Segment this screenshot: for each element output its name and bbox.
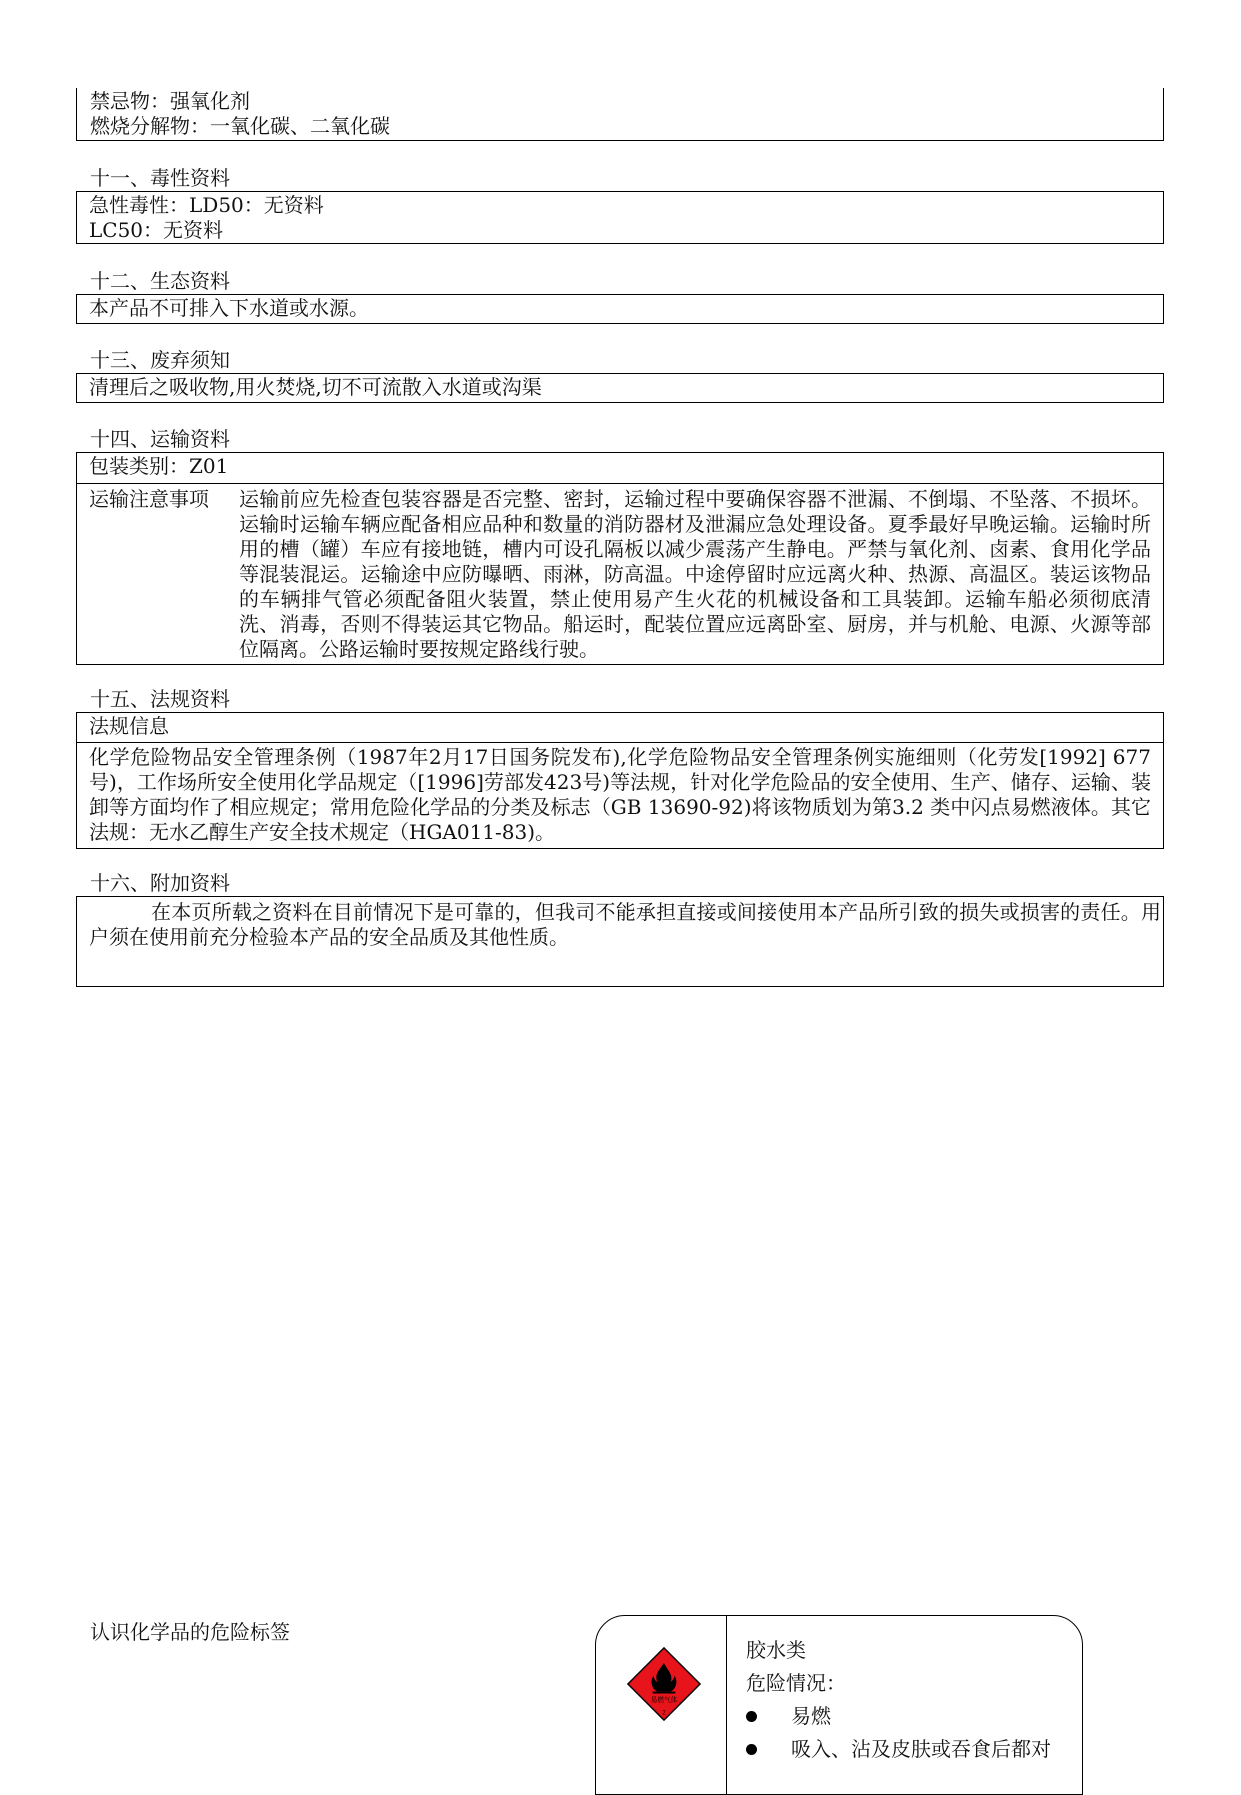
section16-title: 十六、附加资料 <box>90 871 230 895</box>
section14-title: 十四、运输资料 <box>90 427 230 451</box>
hazard-bullet <box>746 1733 1076 1766</box>
transport-notice-text: 运输前应先检查包装容器是否完整、密封，运输过程中要确保容器不泄漏、不倒塌、不坠落、不损坏。运输时运输车辆应配备相应品种和数量的消防器材及泄漏应急处理设备。夏季最好早晚运输。运输时所用的槽（罐）车应有接地链，槽内可设孔隔板以减少震荡产生静电。严禁与氧化剂、卤素、食用化学品等混装混运。运输途中应防曝晒、雨淋，防高温。中途停留时应远离火种、热源、高温区。装运该物品的车辆排气管必须配备阻火装置，禁止使用易产生火花的机械设备和工具装卸。运输车船必须彻底清洗、消毒，否则不得装运其它物品。船运时，配装位置应远离卧室、厨房，并与机舱、电源、火源等部位隔离。公路运输时要按规定路线行驶。 <box>239 487 1151 661</box>
svg-text:易燃气体: 易燃气体 <box>650 1696 678 1705</box>
acute-toxicity-lc50: LC50：无资料 <box>89 218 224 242</box>
product-category: 胶水类 <box>746 1638 806 1662</box>
bullet-icon <box>746 1744 757 1755</box>
hazard-label-card <box>595 1615 1083 1795</box>
hazard-heading: 危险情况： <box>746 1671 846 1695</box>
incompatibles-line: 禁忌物：强氧化剂 <box>90 89 250 113</box>
package-category-cell <box>77 453 1163 484</box>
hazard-bullet <box>746 1700 1076 1733</box>
section13-title: 十三、废弃须知 <box>90 348 230 372</box>
flammable-diamond-icon <box>626 1646 702 1722</box>
hazard-label-caption: 认识化学品的危险标签 <box>90 1620 290 1644</box>
svg-text:2: 2 <box>662 1710 666 1717</box>
disposal-text: 清理后之吸收物,用火焚烧,切不可流散入水道或沟渠 <box>89 375 542 399</box>
transport-notice-row <box>77 484 1163 664</box>
section11-title: 十一、毒性资料 <box>90 166 230 190</box>
transport-notice-label: 运输注意事项 <box>89 487 209 511</box>
section15-box <box>76 712 1164 849</box>
acute-toxicity-ld50: 急性毒性：LD50：无资料 <box>89 193 324 217</box>
section13-box <box>76 373 1164 403</box>
document-body <box>76 88 1164 987</box>
regulation-text: 化学危险物品安全管理条例（1987年2月17日国务院发布),化学危险物品安全管理条例实施细则（化劳发[1992] 677号)，工作场所安全使用化学品规定（[1996]劳部发423号)等法规，针对化学危险品的安全使用、生产、储存、运输、装卸等方面均作了相应规定；常用危险化学品的分类及标志（GB 13690-92)将该物质划为第3.2 类中闪点易燃液体。其它法规：无水乙醇生产安全技术规定（HGA011-83)。 <box>89 745 1151 844</box>
section11-box <box>76 191 1164 244</box>
appendix-text: 在本页所载之资料在目前情况下是可靠的，但我司不能承担直接或间接使用本产品所引致的损失或损害的责任。用户须在使用前充分检验本产品的安全品质及其他性质。 <box>76 896 1164 987</box>
hazard-bullet-text: 易燃 <box>791 1704 831 1728</box>
regulation-header-cell <box>77 713 1163 743</box>
ecology-text: 本产品不可排入下水道或水源。 <box>89 296 369 320</box>
section10-tail-box <box>76 88 1164 141</box>
section14-box <box>76 452 1164 665</box>
hazard-label-text <box>746 1634 1076 1766</box>
bullet-icon <box>746 1711 757 1722</box>
label-divider <box>726 1616 727 1794</box>
section12-title: 十二、生态资料 <box>90 269 230 293</box>
hazard-bullet-text: 吸入、沾及皮肤或吞食后都对 <box>791 1737 1051 1761</box>
decomposition-products-line: 燃烧分解物：一氧化碳、二氧化碳 <box>90 114 390 138</box>
section12-box <box>76 294 1164 324</box>
section15-title: 十五、法规资料 <box>90 687 230 711</box>
regulation-header: 法规信息 <box>89 714 169 738</box>
package-category: 包装类别：Z01 <box>89 454 229 478</box>
